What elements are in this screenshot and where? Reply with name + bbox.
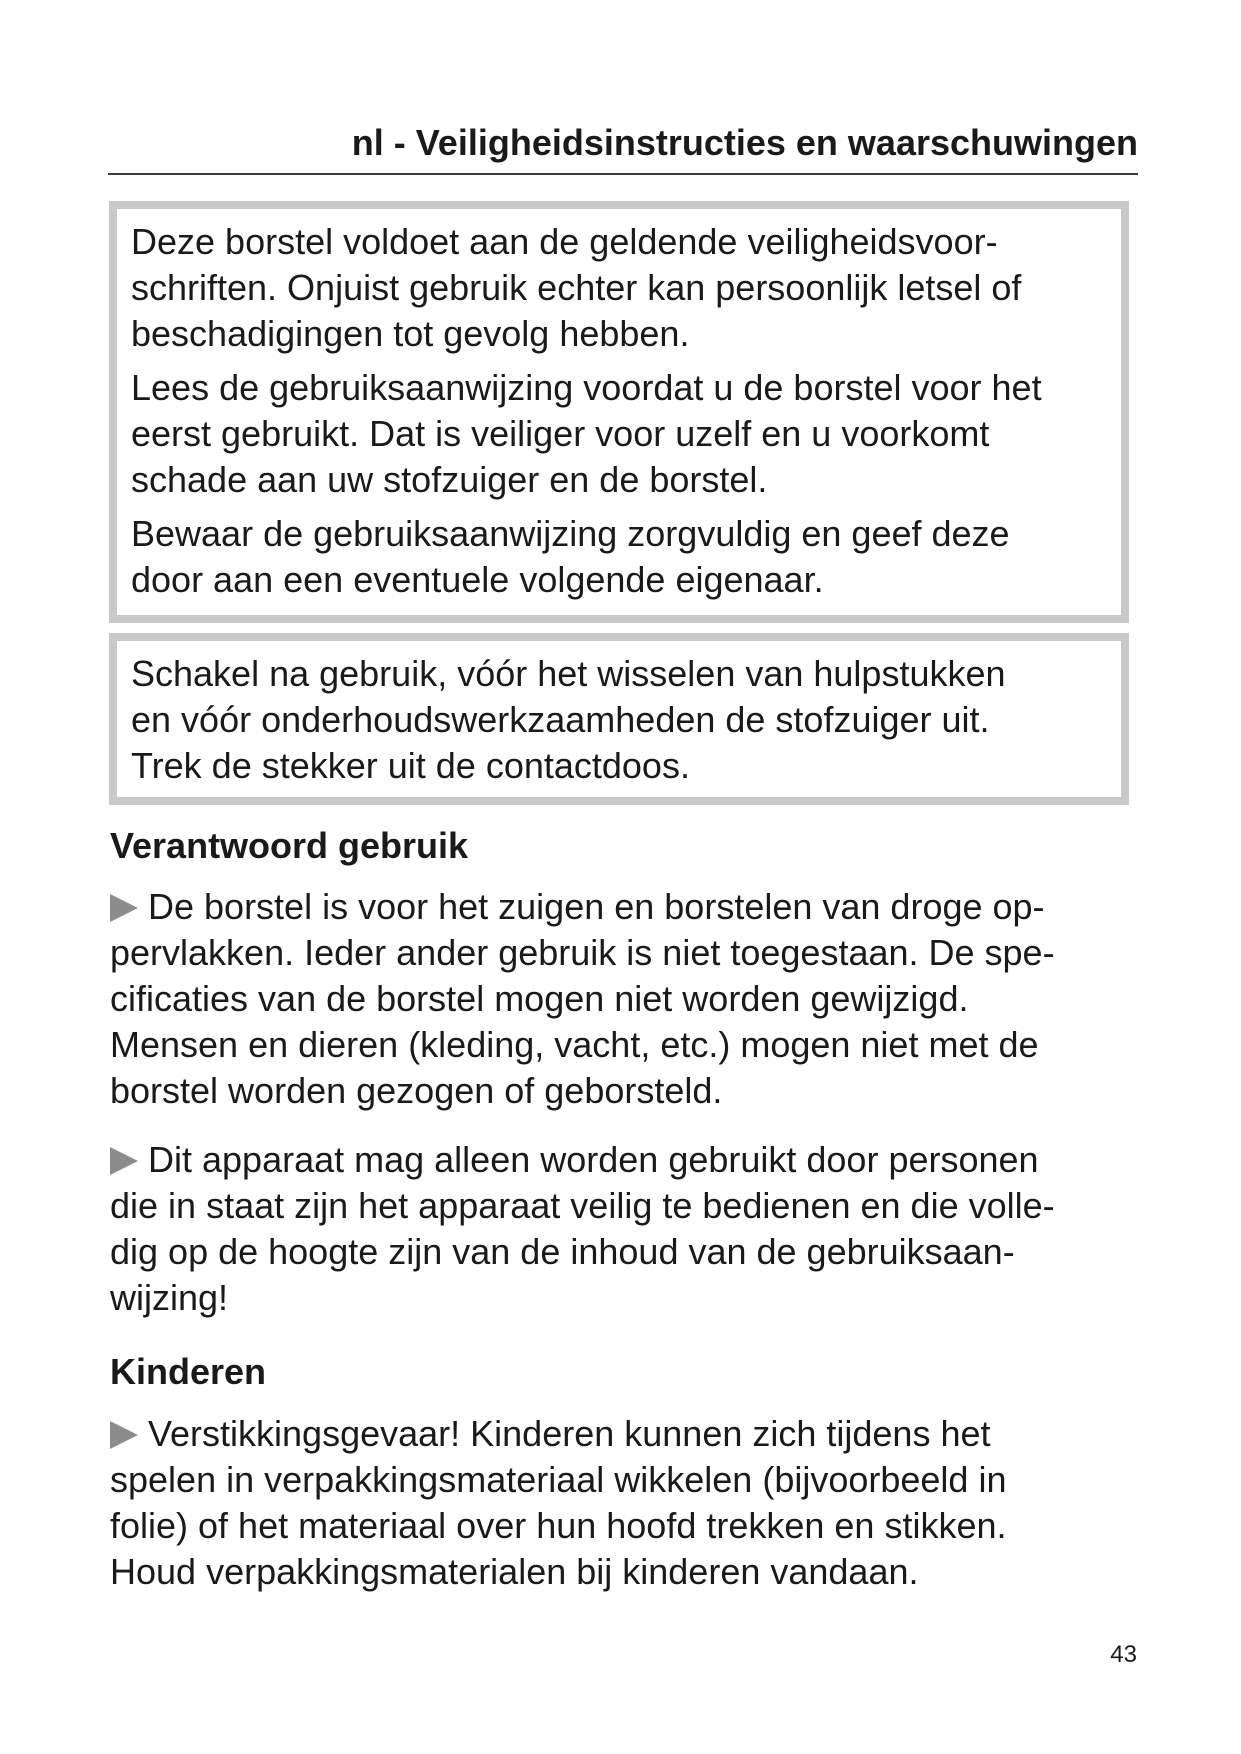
bullet-item-intended-use [110,884,1140,1114]
section-title-responsible-use: Verantwoord gebruik [110,825,469,866]
warning-paragraph-switch-off: Schakel na gebruik, vóór het wisselen van hulpstukken en vóór onderhoudswerkzaamheden de stofzuiger uit. Trek de stekker uit de contactdoos. [131,653,1006,786]
bullet-item-qualified-persons [110,1137,1140,1321]
page-number: 43 [1110,1641,1137,1668]
warning-paragraph-keep-manual: Bewaar de gebruiksaanwijzing zorgvuldig en geef deze door aan een eventuele volgende eigenaar. [131,513,1010,600]
triangle-bullet-icon [110,894,138,922]
warning-box-switch-off [109,633,1129,805]
warning-paragraph-read-manual: Lees de gebruiksaanwijzing voordat u de borstel voor het eerst gebruikt. Dat is veiliger voor uzelf en u voorkomt schade aan uw stofzuiger en de borstel. [131,367,1042,500]
warning-paragraph-compliance: Deze borstel voldoet aan de geldende veiligheidsvoor- schriften. Onjuist gebruik echter kan persoonlijk letsel of beschadigingen tot gevolg hebben. [131,221,1022,354]
bullet-item-text: Verstikkingsgevaar! Kinderen kunnen zich tijdens het spelen in verpakkingsmateriaal wikkelen (bijvoorbeeld in folie) of het materiaal over hun hoofd trekken en stikken. Houd verpakkingsmaterialen bij kinderen vandaan. [110,1413,1007,1592]
page-header-title: nl - Veiligheidsinstructies en waarschuwingen [351,122,1138,163]
bullet-item-suffocation-hazard [110,1411,1140,1595]
bullet-item-text: De borstel is voor het zuigen en borstelen van droge op- pervlakken. Ieder ander gebruik is niet toegestaan. De spe- cificaties van de borstel mogen niet worden gewijzigd. Mensen en dieren (kleding, vacht, etc.) mogen niet met de borstel worden gezogen of geborsteld. [110,886,1055,1111]
header-divider [108,173,1138,175]
warning-box-general [109,201,1129,623]
triangle-bullet-icon [110,1147,138,1175]
triangle-bullet-icon [110,1421,138,1449]
bullet-item-text: Dit apparaat mag alleen worden gebruikt door personen die in staat zijn het apparaat veilig te bedienen en die volle- dig op de hoogte zijn van de inhoud van de gebruiksaan- wijzing! [110,1139,1055,1318]
section-title-children: Kinderen [110,1351,267,1392]
